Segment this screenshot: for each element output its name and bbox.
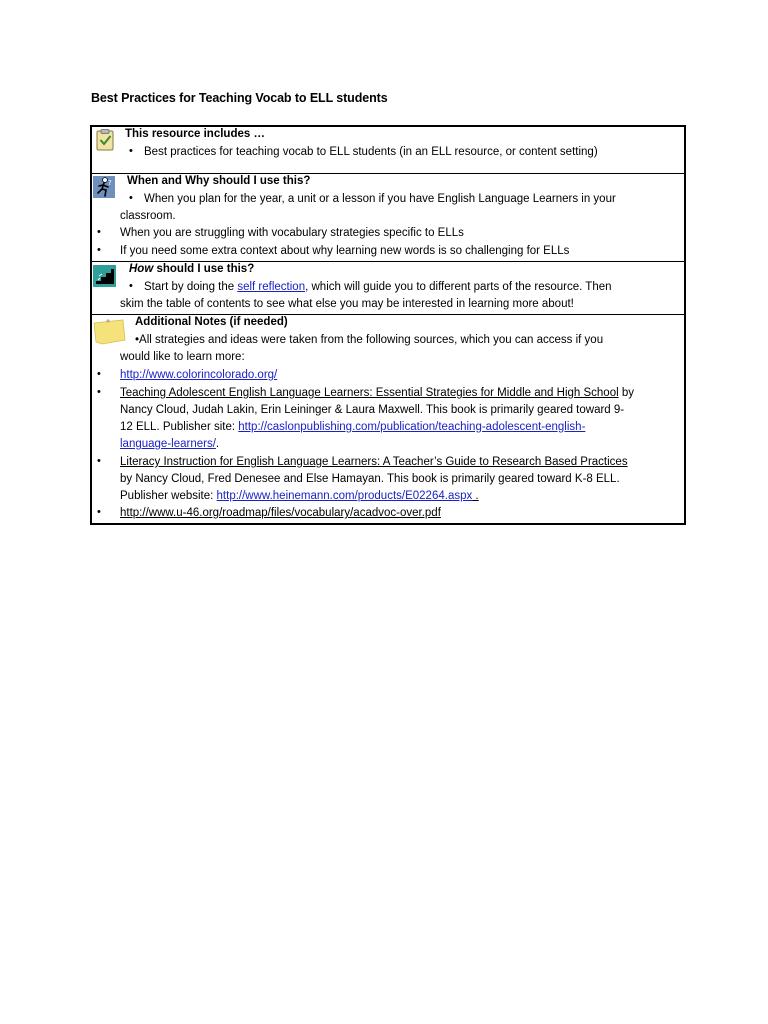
resource-table <box>90 125 686 525</box>
how-line-2: skim the table of contents to see what else you may be interested in learning more about! <box>120 298 574 310</box>
notes-intro-2: would like to learn more: <box>120 351 245 363</box>
caslon-link-a[interactable]: http://caslonpublishing.com/publication/teaching-adolescent-english- <box>238 421 586 433</box>
source-2-line-4 <box>120 436 219 453</box>
when-why-item-3: If you need some extra context about why learning new words is so challenging for ELLs <box>120 245 570 257</box>
clipboard-check-icon <box>94 129 116 151</box>
bullet: • <box>129 145 133 157</box>
includes-heading: This resource includes … <box>125 128 265 140</box>
bullet: • <box>97 386 101 398</box>
source-3-title: Literacy Instruction for English Language Learners: A Teacher’s Guide to Research Based Practices <box>120 456 628 468</box>
how-heading-em: How <box>129 263 154 275</box>
bullet: • <box>129 192 133 204</box>
section-includes <box>92 127 684 174</box>
how-line-1 <box>144 279 612 296</box>
includes-item: Best practices for teaching vocab to ELL students (in an ELL resource, or content setting) <box>144 146 598 158</box>
source-3-line-1 <box>120 454 628 471</box>
stairs-icon <box>93 265 116 287</box>
section-how <box>92 262 684 315</box>
section-when-why <box>92 174 684 262</box>
page-title: Best Practices for Teaching Vocab to ELL students <box>91 91 388 105</box>
when-why-item-2: When you are struggling with vocabulary strategies specific to ELLs <box>120 227 464 239</box>
when-why-item-1a: When you plan for the year, a unit or a lesson if you have English Language Learners in your <box>144 193 616 205</box>
colorincolorado-link[interactable]: http://www.colorincolorado.org/ <box>120 369 278 381</box>
notes-intro-1: •All strategies and ideas were taken from the following sources, which you can access if you <box>135 334 604 346</box>
source-2-line-3 <box>120 419 585 436</box>
source-2-title: Teaching Adolescent English Language Learners: Essential Strategies for Middle and High School <box>120 387 619 399</box>
person-running-icon <box>93 176 115 198</box>
bullet: • <box>97 455 101 467</box>
source-3-line-3 <box>120 488 479 505</box>
when-why-item-1b: classroom. <box>120 210 176 222</box>
when-why-heading: When and Why should I use this? <box>127 175 311 187</box>
u46-link[interactable]: http://www.u-46.org/roadmap/files/vocabulary/acadvoc-over.pdf <box>120 507 441 519</box>
how-line-1-pre: Start by doing the <box>144 281 238 293</box>
source-3-line-2: by Nancy Cloud, Fred Denesee and Else Hamayan. This book is primarily geared toward K-8 ELL. <box>120 473 620 485</box>
self-reflection-link[interactable]: self reflection <box>237 281 306 293</box>
heinemann-link[interactable]: http://www.heinemann.com/products/E02264.aspx <box>216 490 473 502</box>
how-line-1-post: , which will guide you to different parts of the resource. Then <box>305 281 612 293</box>
svg-text:?: ? <box>108 179 112 187</box>
source-2-line-1 <box>120 385 634 402</box>
section-notes <box>92 315 684 523</box>
bullet: • <box>97 244 101 256</box>
bullet: • <box>97 226 101 238</box>
bullet: • <box>97 368 101 380</box>
notes-heading: Additional Notes (if needed) <box>135 316 288 328</box>
source-3-publisher-label: Publisher website: <box>120 490 217 502</box>
source-2-by: by <box>618 387 634 399</box>
source-2-publisher-label: 12 ELL. Publisher site: <box>120 421 239 433</box>
sticky-note-icon <box>92 317 126 345</box>
source-3-tail: . <box>472 490 479 502</box>
how-heading <box>129 261 254 278</box>
caslon-link-b[interactable]: language-learners/ <box>120 438 216 450</box>
bullet: • <box>129 280 133 292</box>
source-2-tail: . <box>215 438 220 450</box>
how-heading-rest: should I use this? <box>153 263 255 275</box>
source-2-line-2: Nancy Cloud, Judah Lakin, Erin Leininger & Laura Maxwell. This book is primarily geared toward 9- <box>120 404 625 416</box>
bullet: • <box>97 506 101 518</box>
